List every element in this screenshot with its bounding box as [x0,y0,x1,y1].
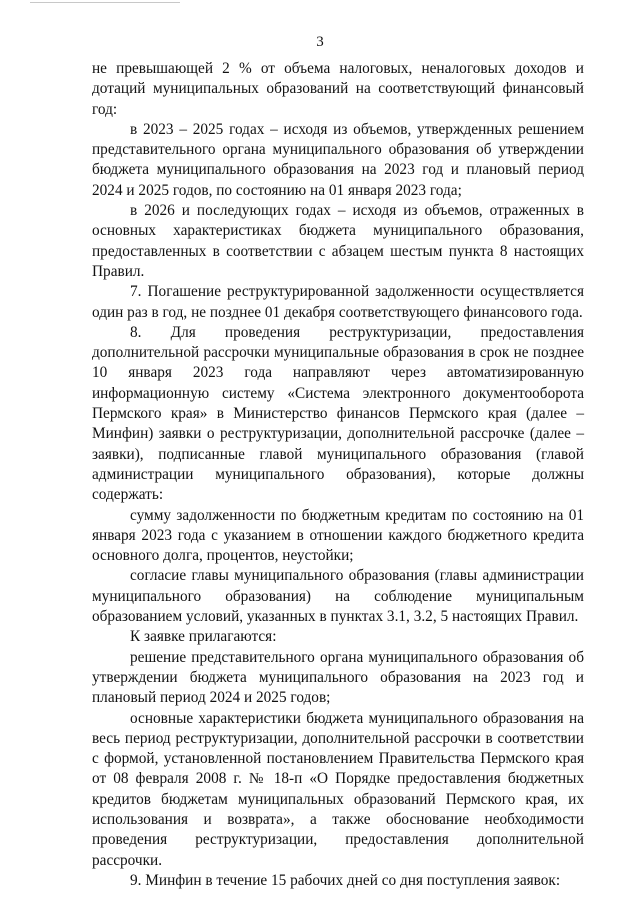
paragraph-attachments-heading: К заявке прилагаются: [130,628,277,646]
paragraph-consent: согласие главы муниципального образования (главы администрации муниципального образования) на соблюдение муниципальным образованием условий, указанных в пунктах 3.1, 3.2, 5 настоящих Правил. [92,567,584,626]
paragraph-continuation: не превышающей 2 % от объема налоговых, неналоговых доходов и дотаций муниципальных образований на соответствующий финансовый год: [92,60,584,118]
clause-7: 7. Погашение реструктурированной задолженности осуществляется один раз в год, не позднее 01 декабря соответствующего финансового года. [92,283,584,321]
paragraph-budget-characteristics: основные характеристики бюджета муниципального образования на весь период реструктуризации, дополнительной рассрочки в соответствии с формой, установленной постановлением Правительства Пермского края от 08 февраля 2008 г. № 18-п «О Порядке предоставления бюджетных кредитов бюджетам муниципальных образований Пермского края, их использования и возврата», а также обоснование необходимости проведения реструктуризации, предоставления дополнительной рассрочки. [92,709,584,869]
clause-9: 9. Минфин в течение 15 рабочих дней со дня поступления заявок: [130,871,561,889]
paragraph-budget-decision: решение представительного органа муниципального образования об утверждении бюджета муниципального образования на 2023 год и плановый период 2024 и 2025 годов; [92,648,584,707]
clause-8: 8. Для проведения реструктуризации, предоставления дополнительной рассрочки муниципальные образования в срок не позднее 10 января 2023 года направляют через автоматизированную информационную систему «Система электронного документооборота Пермского края» в Министерство финансов Пермского края (далее – Минфин) заявки о реструктуризации, дополнительной рассрочке (далее – заявки), подписанные главой муниципального образования (главой администрации муниципального образования), которые должны содержать: [92,323,584,504]
paragraph-2023-2025: в 2023 – 2025 годах – исходя из объемов, утвержденных решением представительного органа муниципального образования об утверждении бюджета муниципального образования на 2023 год и плановый период 2024 и 2025 годов, по состоянию на 01 января 2023 года; [92,120,584,199]
document-body [92,59,584,891]
paragraph-debt-amount: сумму задолженности по бюджетным кредитам по состоянию на 01 января 2023 года с указанием в отношении каждого бюджетного кредита основного долга, процентов, неустойки; [92,506,584,565]
page-number: 3 [316,34,324,50]
paragraph-2026-onward: в 2026 и последующих годах – исходя из объемов, отраженных в основных характеристиках бюджета муниципального образования, предоставленных в соответствии с абзацем шестым пункта 8 настоящих Правил. [92,202,584,280]
top-edge-rule [30,2,180,3]
